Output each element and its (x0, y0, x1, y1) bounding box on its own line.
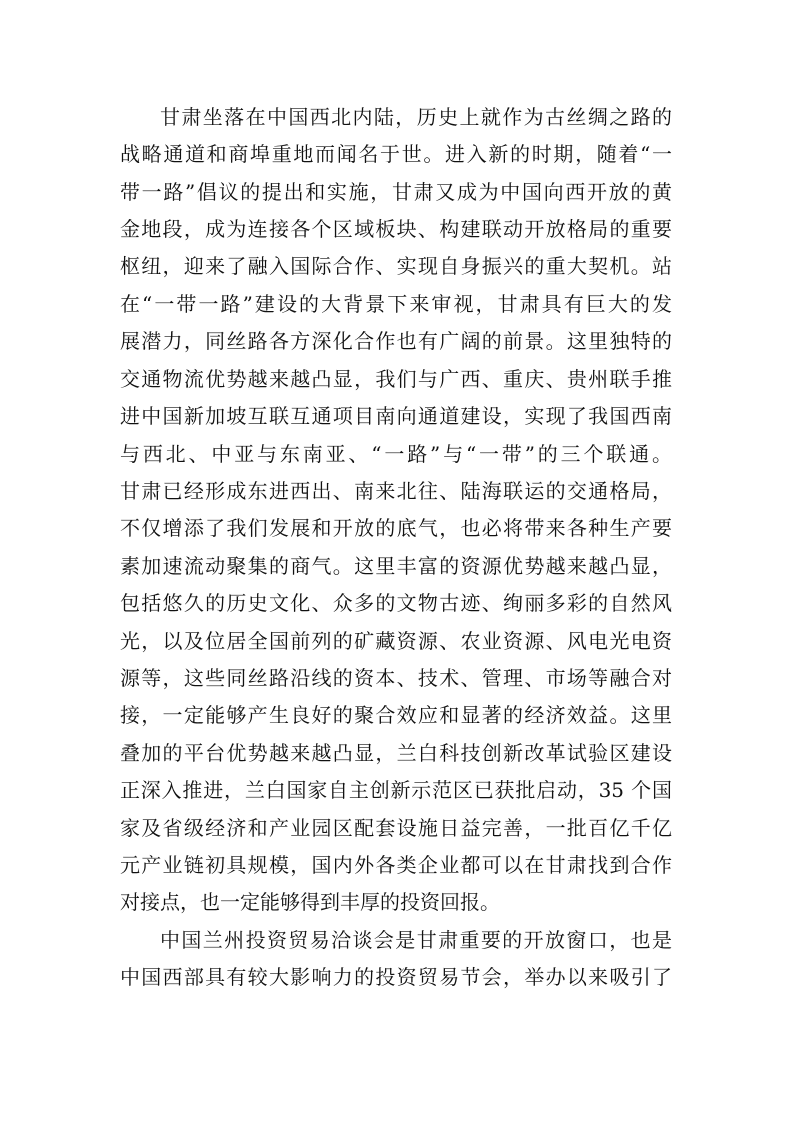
paragraph-1-line-22: 对接点，也一定能够得到丰厚的投资回报。 (120, 890, 500, 914)
paragraph-1-line-18: 叠加的平台优势越来越凸显，兰白科技创新改革试验区建设 (120, 741, 672, 765)
paragraph-1-line-1: 甘肃坐落在中国西北内陆，历史上就作为古丝绸之路的 (160, 105, 672, 129)
paragraph-1-line-10: 与西北、中亚与东南亚、“一路”与“一带”的三个联通。 (120, 442, 672, 466)
paragraph-1-line-7: 展潜力，同丝路各方深化合作也有广阔的前景。这里独特的 (120, 329, 672, 353)
paragraph-2-line-1: 中国兰州投资贸易洽谈会是甘肃重要的开放窗口，也是 (160, 928, 672, 952)
paragraph-2-line-2: 中国西部具有较大影响力的投资贸易节会，举办以来吸引了 (120, 965, 672, 989)
paragraph-1-line-20: 家及省级经济和产业园区配套设施日益完善，一批百亿千亿 (120, 816, 672, 840)
paragraph-1-line-16: 源等，这些同丝路沿线的资本、技术、管理、市场等融合对 (120, 666, 672, 690)
paragraph-1-line-8: 交通物流优势越来越凸显，我们与广西、重庆、贵州联手推 (120, 367, 672, 391)
paragraph-1-line-12: 不仅增添了我们发展和开放的底气，也必将带来各种生产要 (120, 516, 672, 540)
paragraph-1-line-11: 甘肃已经形成东进西出、南来北往、陆海联运的交通格局， (120, 479, 672, 503)
paragraph-1-line-17: 接，一定能够产生良好的聚合效应和显著的经济效益。这里 (120, 703, 672, 727)
paragraph-1-line-6: 在“一带一路”建设的大背景下来审视，甘肃具有巨大的发 (120, 292, 672, 316)
paragraph-1-line-5: 枢纽，迎来了融入国际合作、实现自身振兴的重大契机。站 (120, 254, 672, 278)
paragraph-1-line-14: 包括悠久的历史文化、众多的文物古迹、绚丽多彩的自然风 (120, 591, 672, 615)
paragraph-1-line-19: 正深入推进，兰白国家自主创新示范区已获批启动，35 个国 (120, 778, 672, 802)
paragraph-1-line-2: 战略通道和商埠重地而闻名于世。进入新的时期，随着“一 (120, 142, 672, 166)
paragraph-1-line-15: 光，以及位居全国前列的矿藏资源、农业资源、风电光电资 (120, 629, 672, 653)
paragraph-1-line-9: 进中国新加坡互联互通项目南向通道建设，实现了我国西南 (120, 404, 672, 428)
paragraph-1-line-4: 金地段，成为连接各个区域板块、构建联动开放格局的重要 (120, 217, 672, 241)
paragraph-1-line-3: 带一路”倡议的提出和实施，甘肃又成为中国向西开放的黄 (120, 180, 672, 204)
paragraph-1-line-13: 素加速流动聚集的商气。这里丰富的资源优势越来越凸显， (120, 554, 672, 578)
paragraph-1-line-21: 元产业链初具规模，国内外各类企业都可以在甘肃找到合作 (120, 853, 672, 877)
